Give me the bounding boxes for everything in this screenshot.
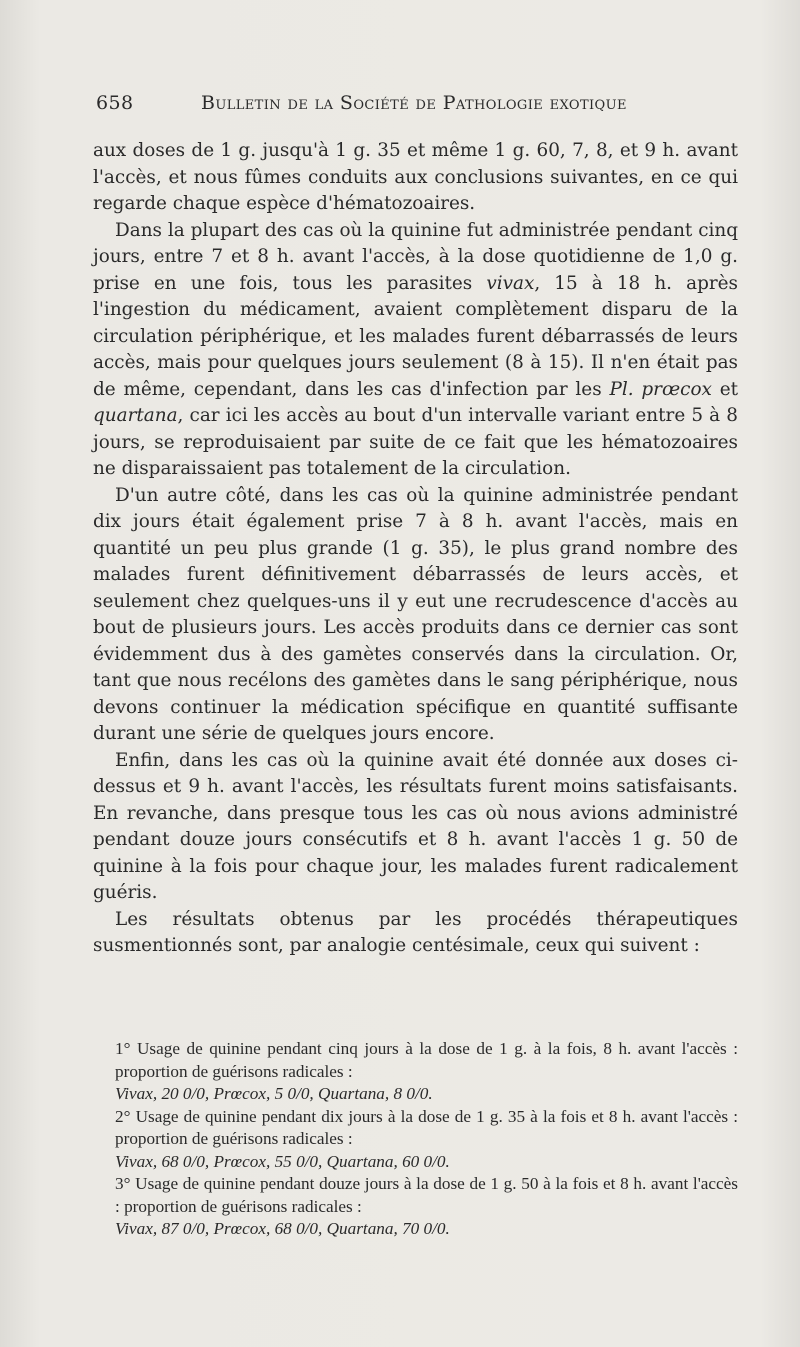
results-list [93,1038,738,1241]
species-quartana: quartana [93,405,178,426]
result-1-quartana: Quartana, 8 0/0. [318,1084,433,1103]
paragraph-5: Les résultats obtenus par les procédés thérapeutiques susmentionnés sont, par analogie centésimale, ceux qui suivent : [93,908,738,956]
result-1-vivax: Vivax, 20 0/0, [115,1084,210,1103]
result-3-praecox: Prœcox, 68 0/0, [213,1219,323,1238]
result-3-quartana: Quartana, 70 0/0. [326,1219,450,1238]
paragraph-2-part-b: , 15 à 18 h. après l'ingestion du médicament, avaient complètement disparu de la circulation périphérique, et les malades furent débarrassés de leurs accès, mais pour quelques jours seulement (8 à 15). Il n'en était pas de même, cependant, dans les cas d'infection par les [93,272,738,400]
paragraph-2-part-d: , car ici les accès au bout d'un intervalle variant entre 5 à 8 jours, se reproduisaient par suite de ce fait que les hématozoaires ne disparaissaient pas totalement de la circulation. [93,405,738,479]
result-1-praecox: Prœcox, 5 0/0, [213,1084,314,1103]
result-1-text: 1° Usage de quinine pendant cinq jours à la dose de 1 g. à la fois, 8 h. avant l'accès : proportion de guérisons radicales : [115,1039,738,1081]
result-1-values [93,1083,738,1106]
species-praecox: Pl. prœcox [609,378,712,400]
paragraph-1: aux doses de 1 g. jusqu'à 1 g. 35 et même 1 g. 60, 7, 8, et 9 h. avant l'accès, et nous fûmes conduits aux conclusions suivantes, en ce qui regarde chaque espèce d'hématozoaires. [93,140,738,214]
page-number: 658 [96,92,134,114]
running-header [96,92,736,122]
result-2-text: 2° Usage de quinine pendant dix jours à la dose de 1 g. 35 à la fois et 8 h. avant l'accès : proportion de guérisons radicales : [115,1106,738,1148]
journal-title: Bulletin de la Société de Pathologie exotique [201,92,627,114]
paragraph-4: Enfin, dans les cas où la quinine avait été donnée aux doses ci-dessus et 9 h. avant l'accès, les résultats furent moins satisfaisants. En revanche, dans presque tous les cas où nous avions administré pendant douze jours consécutifs et 8 h. avant l'accès 1 g. 50 de quinine à la fois pour chaque jour, les malades furent radicalement guéris. [93,749,738,903]
result-3-text: 3° Usage de quinine pendant douze jours à la dose de 1 g. 50 à la fois et 8 h. avant l'accès : proportion de guérisons radicales : [115,1174,738,1216]
paragraph-2-part-a: Dans la plupart des cas où la quinine fut administrée pendant cinq jours, entre 7 et 8 h. avant l'accès, à la dose quotidienne de 1,0 g. prise en une fois, tous les parasites [93,219,738,294]
result-3-values [93,1218,738,1241]
species-vivax: vivax [486,272,535,294]
result-3-vivax: Vivax, 87 0/0, [115,1219,210,1238]
result-2-praecox: Prœcox, 55 0/0, [213,1151,323,1171]
paragraph-3: D'un autre côté, dans les cas où la quinine administrée pendant dix jours était également prise 7 à 8 h. avant l'accès, mais en quantité un peu plus grande (1 g. 35), le plus grand nombre des malades furent définitivement débarrassés de leurs accès, et seulement chez quelques-uns il y eut une recrudescence d'accès au bout de plusieurs jours. Les accès produits dans ce dernier cas sont évidemment dus à des gamètes conservés dans la circulation. Or, tant que nous recélons des gamètes dans le sang périphérique, nous devons continuer la médication spécifique en quantité suffisante durant une série de quelques jours encore. [93,484,738,744]
main-text [93,138,738,960]
result-2-values [93,1151,738,1174]
result-2-quartana: Quartana, 60 0/0. [326,1151,450,1171]
paragraph-2 [93,218,738,483]
paragraph-2-part-c: et [711,378,738,400]
result-2-vivax: Vivax, 68 0/0, [115,1151,210,1171]
